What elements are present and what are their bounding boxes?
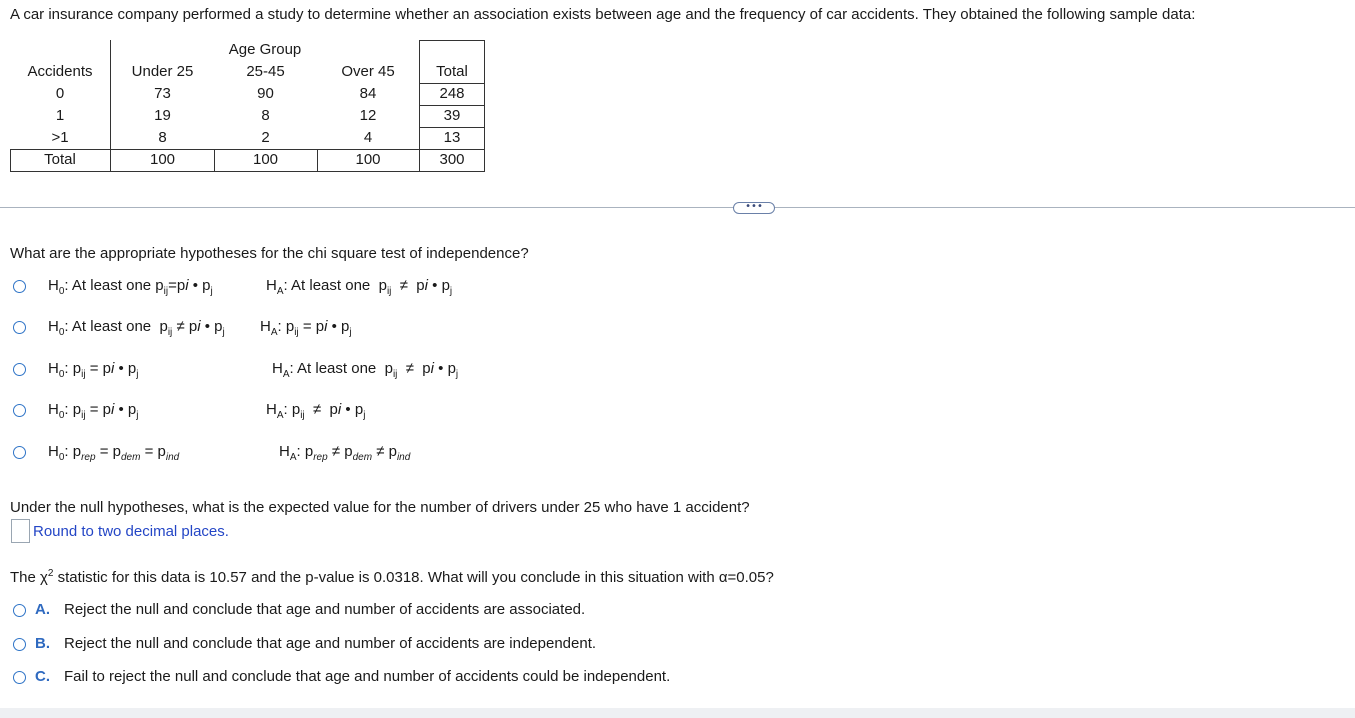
cell: 90 <box>257 85 274 102</box>
cell: 100 <box>355 151 381 168</box>
cell: 2 <box>261 129 270 146</box>
col-header-accidents: Accidents <box>27 63 93 80</box>
radio-button[interactable] <box>13 638 26 651</box>
option-letter: B. <box>35 635 50 652</box>
col-header-total: Total <box>436 63 468 80</box>
cell: 248 <box>439 85 465 102</box>
expected-value-input[interactable] <box>11 519 30 543</box>
chi-square-symbol: $\chi^2$ <box>40 568 54 586</box>
expected-value-question: Under the null hypotheses, what is the expected value for the number of drivers under 25 who have 1 accident? <box>10 499 750 516</box>
hypotheses-question: What are the appropriate hypotheses for the chi square test of independence? <box>10 245 529 262</box>
cell: 4 <box>363 129 373 146</box>
cell: 300 <box>439 151 465 168</box>
radio-button[interactable] <box>13 404 26 417</box>
radio-button[interactable] <box>13 280 26 293</box>
q3-body: statistic for this data is 10.57 and the p-value is 0.0318. What will you conclude in this situation with <box>57 569 715 586</box>
cell: Total <box>44 151 76 168</box>
q3-prefix: The <box>10 569 36 586</box>
option-1-h0: $H_0$: At least one $p_{ij}=pi$ • $p_j$ <box>48 277 213 297</box>
option-2-h0: $H_0$: At least one $p_{ij}$ ≠ pi • $p_j$ <box>48 318 225 338</box>
radio-button[interactable] <box>13 604 26 617</box>
problem-intro: A car insurance company performed a study to determine whether an association exists between age and the frequency of car accidents. They obtained the following sample data: <box>10 6 1196 23</box>
cell: 100 <box>252 151 279 168</box>
bottom-bar <box>0 708 1355 718</box>
h0-text: At least one <box>71 277 152 294</box>
option-text: Reject the null and conclude that age and number of accidents are associated. <box>64 601 586 618</box>
alpha-value: α=0.05? <box>718 569 774 586</box>
radio-button[interactable] <box>13 363 26 376</box>
cell: 84 <box>359 85 377 102</box>
option-text: Fail to reject the null and conclude that age and number of accidents could be independent. <box>64 668 671 685</box>
cell: 1 <box>55 107 65 124</box>
cell: 13 <box>443 129 461 146</box>
col-header-25-45: 25-45 <box>246 63 285 80</box>
table-bottom-line <box>10 171 485 172</box>
option-3-h0: $H_0$: $p_{ij}$ = pi • $p_j$ <box>48 360 139 380</box>
cell: 8 <box>261 107 270 124</box>
more-button[interactable]: ••• <box>733 202 775 214</box>
col-header-over-45: Over 45 <box>341 63 395 80</box>
option-3-ha: $H_A$: At least one $p_{ij}$ ≠ pi • $p_j$ <box>272 360 459 380</box>
option-1-ha: $H_A$: At least one $p_{ij}$ ≠ pi • $p_j$ <box>266 277 453 297</box>
conclusion-question <box>10 568 774 586</box>
option-5-h0: $H_0$: $p_{rep} = p_{dem} = p_{ind}$ <box>48 443 180 463</box>
age-group-header: Age Group <box>228 41 302 58</box>
option-text: Reject the null and conclude that age and number of accidents are independent. <box>64 635 597 652</box>
radio-button[interactable] <box>13 671 26 684</box>
radio-button[interactable] <box>13 321 26 334</box>
cell: 0 <box>55 85 65 102</box>
option-2-ha: $H_A$: $p_{ij}$ = pi • $p_j$ <box>260 318 352 338</box>
cell: 73 <box>154 85 171 102</box>
cell: >1 <box>51 129 69 146</box>
cell: 12 <box>359 107 377 124</box>
ha-text: At least one <box>297 360 377 377</box>
section-divider <box>0 207 1355 208</box>
cell: 8 <box>158 129 167 146</box>
total-top-border <box>419 40 485 41</box>
col-header-under-25: Under 25 <box>131 63 194 80</box>
cell: 19 <box>154 107 171 124</box>
cell: 100 <box>149 151 176 168</box>
h0-text: At least one <box>71 318 152 335</box>
option-5-ha: $H_A$: $p_{rep} \ne p_{dem} \ne p_{ind}$ <box>279 443 411 463</box>
ha-text: At least one <box>291 277 371 294</box>
option-letter: C. <box>35 668 50 685</box>
rounding-hint: Round to two decimal places. <box>33 523 229 540</box>
option-4-ha: $H_A$: $p_{ij}$ ≠ pi • $p_j$ <box>266 401 366 421</box>
radio-button[interactable] <box>13 446 26 459</box>
cell: 39 <box>443 107 461 124</box>
option-letter: A. <box>35 601 50 618</box>
option-4-h0: $H_0$: $p_{ij}$ = pi • $p_j$ <box>48 401 139 421</box>
